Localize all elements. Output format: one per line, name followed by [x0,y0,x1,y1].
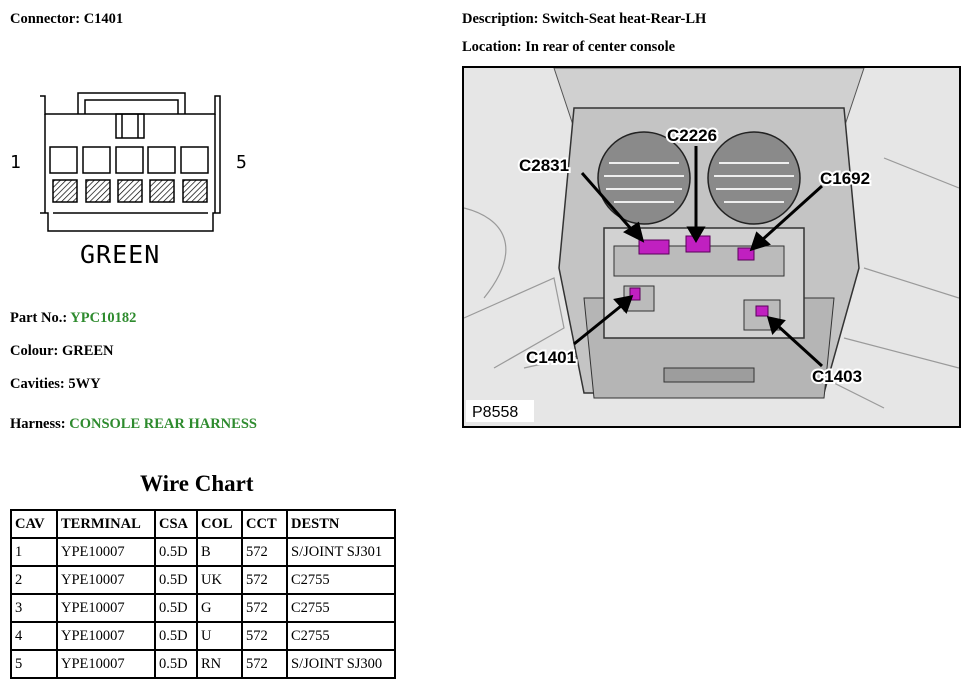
cell-csa: 0.5D [155,566,197,594]
cell-cct: 572 [242,622,287,650]
cell-csa: 0.5D [155,622,197,650]
callout-c1692: C1692 [820,169,871,188]
cell-destn: C2755 [287,622,395,650]
table-row [11,650,395,678]
header-cct: CCT [242,510,287,538]
callout-c1403: C1403 [812,367,863,386]
table-row [11,566,395,594]
header-terminal: TERMINAL [57,510,155,538]
cell-cct: 572 [242,650,287,678]
cell-cav: 1 [11,538,57,566]
cell-col: UK [197,566,242,594]
table-row [11,622,395,650]
callout-c2831: C2831 [519,156,570,175]
cavity-2-terminal [86,180,110,202]
part-number-value: YPC10182 [70,310,137,326]
cell-terminal: YPE10007 [57,594,155,622]
wire-chart-title: Wire Chart [140,471,254,496]
cell-col: B [197,538,242,566]
header-csa: CSA [155,510,197,538]
cavity-3-terminal [118,180,142,202]
location-illustration [462,66,961,428]
cell-col: G [197,594,242,622]
cell-cct: 572 [242,538,287,566]
cell-csa: 0.5D [155,650,197,678]
cell-destn: C2755 [287,566,395,594]
cell-csa: 0.5D [155,538,197,566]
cavity-1-terminal [53,180,77,202]
cell-terminal: YPE10007 [57,650,155,678]
cell-cav: 2 [11,566,57,594]
cell-col: U [197,622,242,650]
part-number-row [10,310,136,327]
colour-row: Colour: GREEN [10,343,114,359]
part-number-label: Part No.: [10,310,71,326]
image-reference: P8558 [472,404,519,421]
cell-cav: 5 [11,650,57,678]
cavities-row: Cavities: 5WY [10,376,101,392]
table-row [11,594,395,622]
cell-terminal: YPE10007 [57,622,155,650]
harness-label: Harness: [10,416,70,432]
cell-destn: C2755 [287,594,395,622]
cell-destn: S/JOINT SJ300 [287,650,395,678]
pin-number-first: 1 [10,152,21,173]
harness-row [10,416,257,433]
header-destn: DESTN [287,510,395,538]
table-header-row [11,510,395,538]
cell-cav: 4 [11,622,57,650]
connector-label: Connector: C1401 [10,11,124,27]
console-illustration [464,68,959,426]
header-cav: CAV [11,510,57,538]
cell-cct: 572 [242,566,287,594]
cell-csa: 0.5D [155,594,197,622]
cell-col: RN [197,650,242,678]
wire-chart-table [10,509,396,679]
callout-c2226: C2226 [667,126,718,145]
cell-terminal: YPE10007 [57,566,155,594]
callout-c1401: C1401 [526,348,577,367]
cell-cav: 3 [11,594,57,622]
pin-number-last: 5 [236,152,247,173]
cell-destn: S/JOINT SJ301 [287,538,395,566]
cavity-5-terminal [183,180,207,202]
harness-value: CONSOLE REAR HARNESS [69,416,257,432]
table-row [11,538,395,566]
location-label: Location: In rear of center console [462,39,676,55]
description-label: Description: Switch-Seat heat-Rear-LH [462,11,707,27]
header-col: COL [197,510,242,538]
cell-terminal: YPE10007 [57,538,155,566]
cavity-4-terminal [150,180,174,202]
connector-color-label: GREEN [80,240,161,269]
cell-cct: 572 [242,594,287,622]
